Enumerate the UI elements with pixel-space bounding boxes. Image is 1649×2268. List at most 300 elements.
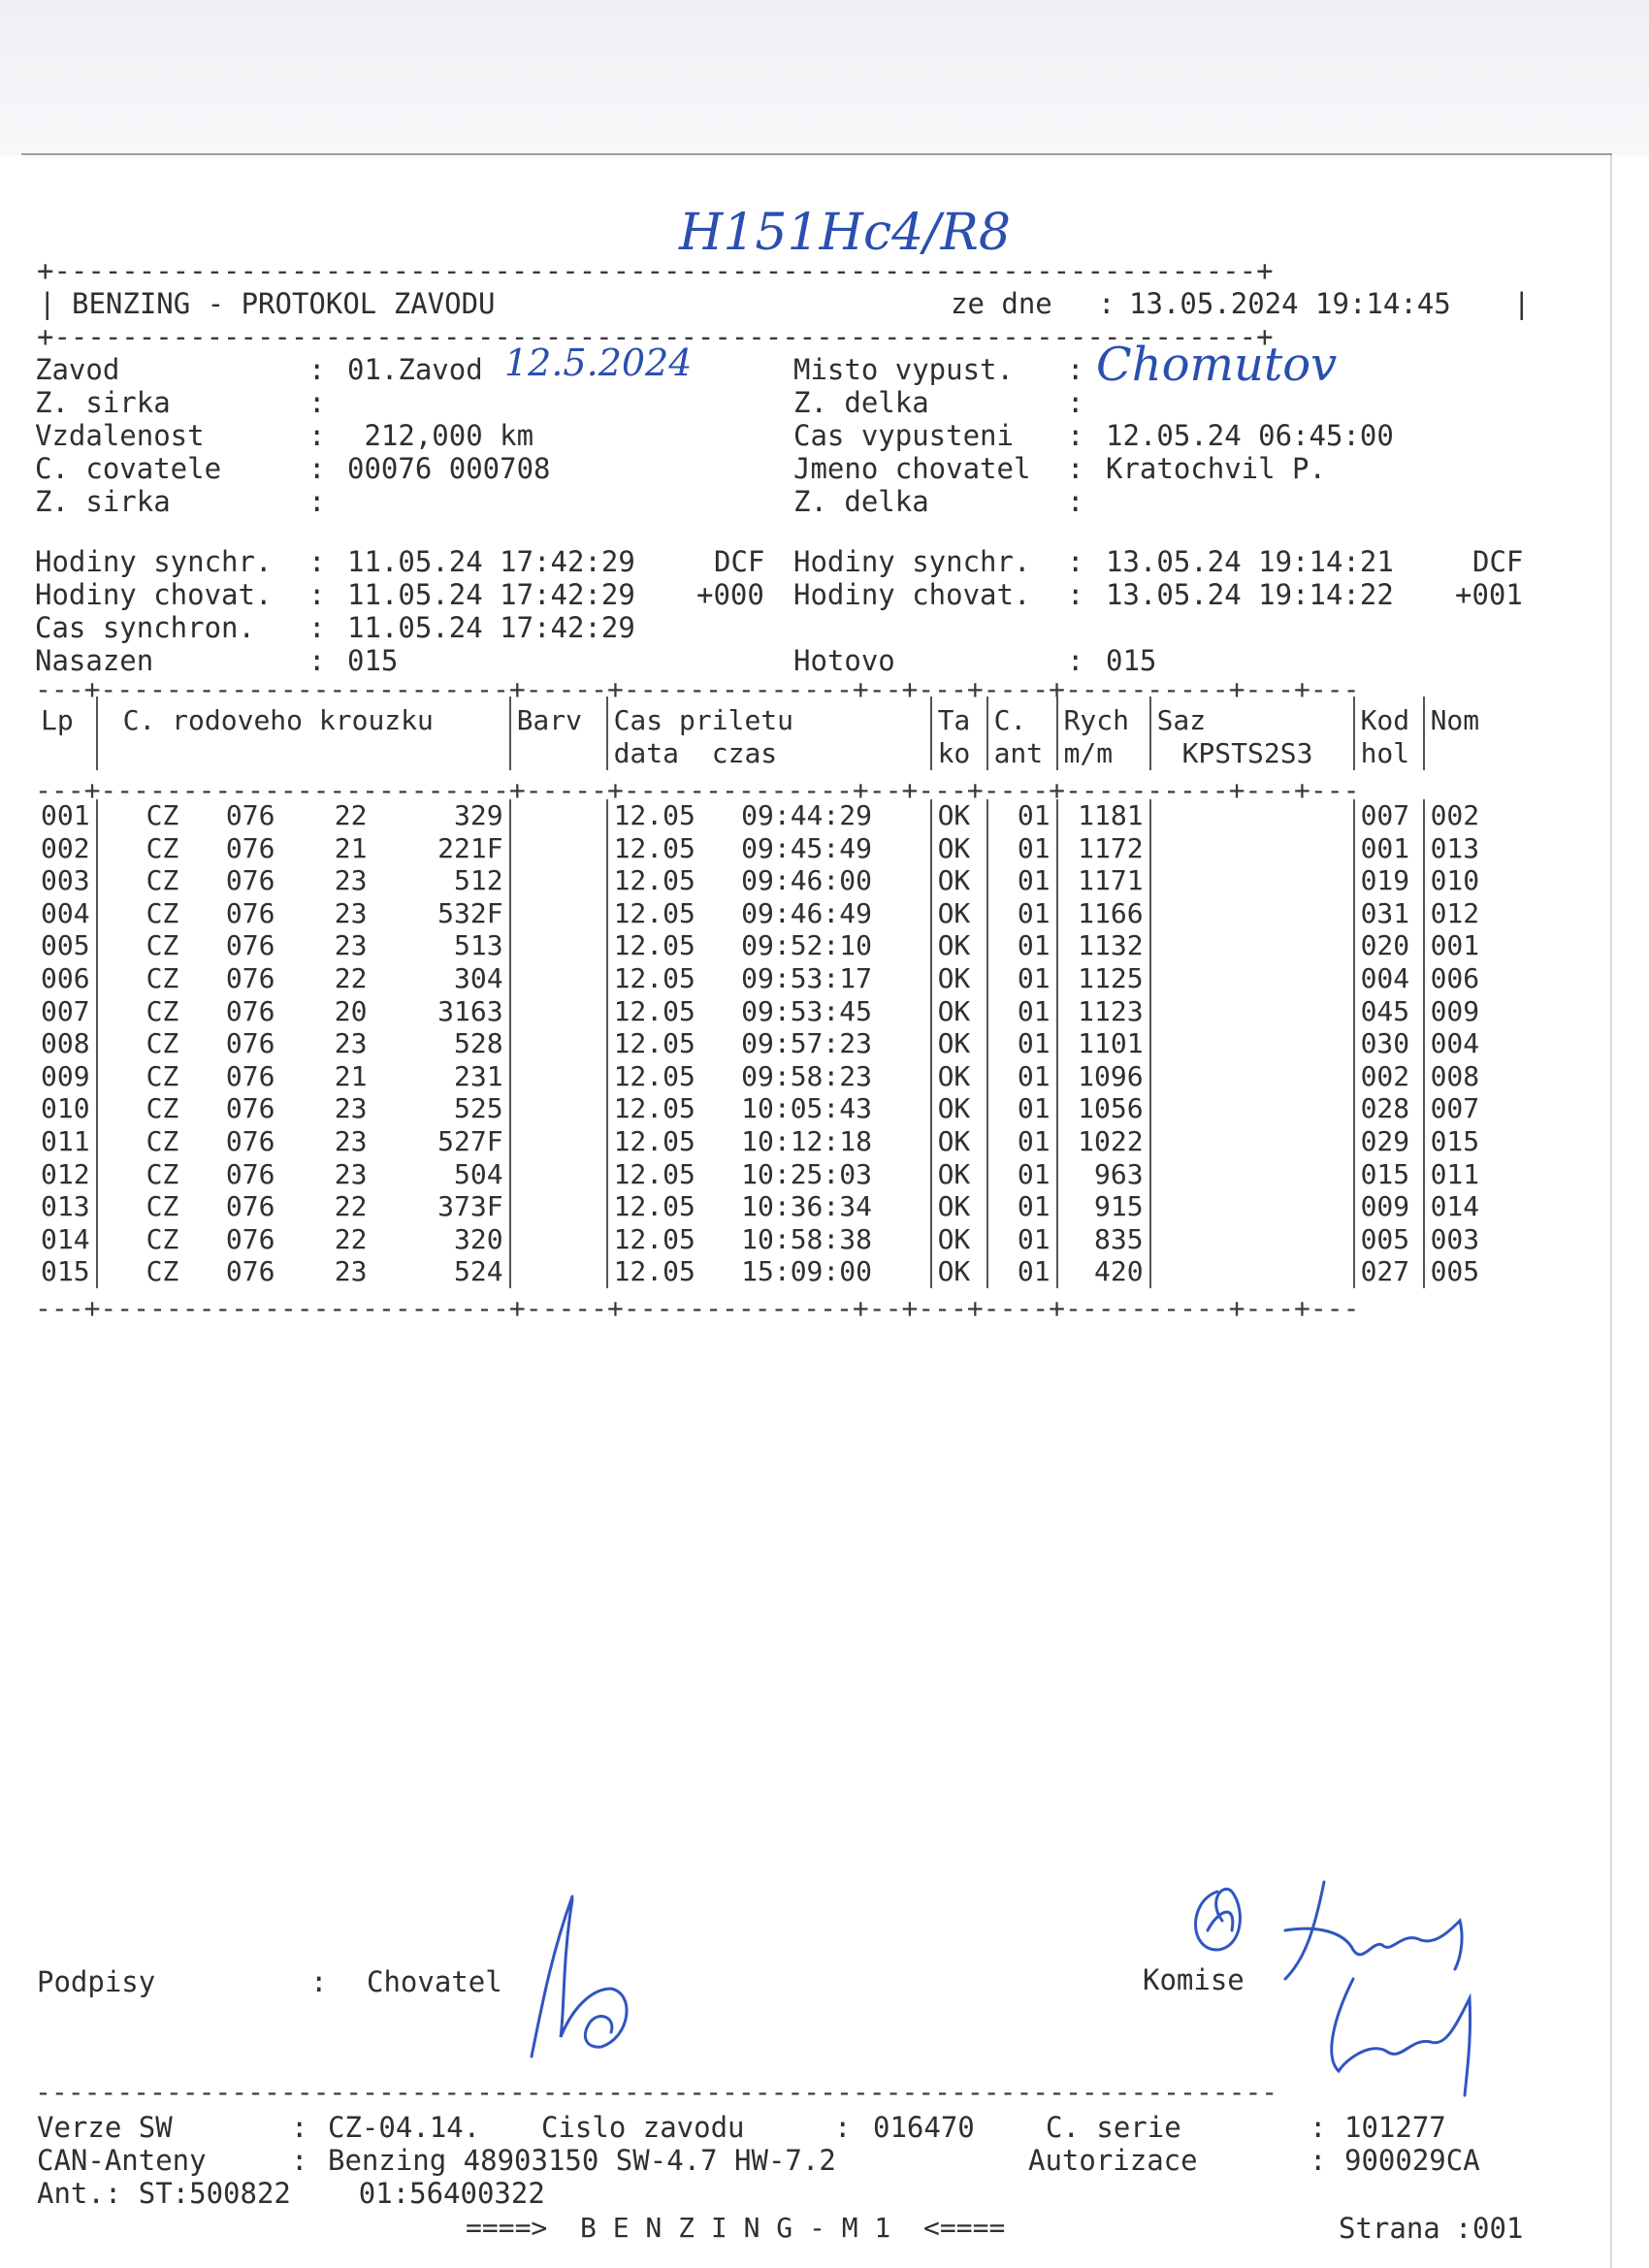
cell-lp: 012 bbox=[41, 1157, 90, 1190]
info-colon: : bbox=[308, 452, 326, 485]
info-label: Z. delka bbox=[793, 485, 929, 518]
cell-year: 23 bbox=[334, 1157, 368, 1190]
sync-label: Hodiny chovat. bbox=[35, 578, 273, 611]
benzing-banner: ====> B E N Z I N G - M 1 <==== bbox=[466, 2212, 1006, 2244]
cell-pigeon-code: 027 bbox=[1354, 1255, 1424, 1288]
cell-arrival-time: 15:09:00 bbox=[741, 1255, 872, 1288]
can-antenna-label: CAN-Anteny bbox=[37, 2144, 207, 2177]
cell-year: 22 bbox=[334, 1190, 368, 1223]
cell-lp: 005 bbox=[41, 929, 90, 962]
cell-arrival-time: 10:12:18 bbox=[741, 1124, 872, 1157]
table-row bbox=[35, 1190, 1493, 1223]
footer-rule: ---------------------------------------------------------------------------- bbox=[35, 2076, 1278, 2108]
cell-year: 22 bbox=[334, 799, 368, 831]
cell-status: OK bbox=[931, 995, 987, 1028]
cell-lp: 007 bbox=[41, 994, 90, 1027]
col-header-barv: Barv bbox=[510, 697, 607, 770]
cell-nom: 004 bbox=[1424, 1027, 1493, 1060]
cell-status: OK bbox=[931, 1125, 987, 1158]
cell-bet bbox=[1150, 1125, 1354, 1158]
cell-org: 076 bbox=[225, 994, 275, 1027]
cell-status: OK bbox=[931, 864, 987, 897]
cell-country: CZ bbox=[97, 1060, 220, 1093]
cell-speed: 1123 bbox=[1057, 995, 1150, 1028]
cell-arrival-date: 12.05 bbox=[607, 1158, 736, 1191]
table-row bbox=[35, 1125, 1493, 1158]
col-header-ring bbox=[97, 697, 510, 770]
cell-nom: 009 bbox=[1424, 995, 1493, 1028]
cell-speed: 1181 bbox=[1057, 799, 1150, 832]
footer-colon: : bbox=[291, 2111, 308, 2144]
sync-suffix: DCF bbox=[1472, 545, 1524, 578]
cell-pigeon-code: 029 bbox=[1354, 1125, 1424, 1158]
cell-bet bbox=[1150, 1223, 1354, 1256]
commission-signature-scribble bbox=[1179, 1872, 1489, 2105]
cell-bet bbox=[1150, 1027, 1354, 1060]
table-row bbox=[35, 1092, 1493, 1125]
info-colon: : bbox=[1067, 386, 1084, 419]
cell-antenna: 01 bbox=[987, 1158, 1057, 1191]
info-label: Misto vypust. bbox=[793, 353, 1014, 386]
cell-ring-number: 3163 bbox=[437, 994, 503, 1027]
protocol-title: BENZING - PROTOKOL ZAVODU bbox=[72, 287, 496, 320]
cell-status: OK bbox=[931, 1060, 987, 1093]
cell-ring-number: 304 bbox=[454, 961, 503, 994]
cell-status: OK bbox=[931, 897, 987, 930]
cell-bet bbox=[1150, 897, 1354, 930]
cell-arrival-time: 09:44:29 bbox=[741, 799, 872, 831]
cell-pigeon-code: 001 bbox=[1354, 832, 1424, 865]
table-row bbox=[35, 962, 1493, 995]
sync-value: 11.05.24 17:42:29 bbox=[347, 611, 635, 644]
cell-arrival-date: 12.05 bbox=[607, 799, 736, 832]
cell-speed: 1172 bbox=[1057, 832, 1150, 865]
header-bottom-rule: +-----------------------------------------------------------------------+ bbox=[37, 320, 1274, 353]
cell-year: 23 bbox=[334, 1027, 368, 1060]
cell-arrival-date: 12.05 bbox=[607, 1190, 736, 1223]
sync-label: Hotovo bbox=[793, 644, 895, 677]
table-row bbox=[35, 897, 1493, 930]
cell-color bbox=[510, 799, 607, 832]
sync-label: Hodiny chovat. bbox=[793, 578, 1031, 611]
col-header-bet-l1: Saz bbox=[1156, 704, 1207, 736]
cell-country: CZ bbox=[97, 995, 220, 1028]
cell-country: CZ bbox=[97, 1190, 220, 1223]
cell-lp: 006 bbox=[41, 961, 90, 994]
sync-colon: : bbox=[308, 611, 326, 644]
cell-bet bbox=[1150, 1060, 1354, 1093]
cell-nom: 008 bbox=[1424, 1060, 1493, 1093]
table-header-rule: ---+-------------------------+-----+--------------+--+---+----+----------+---+--- bbox=[35, 774, 1360, 806]
cell-color bbox=[510, 995, 607, 1028]
cell-status: OK bbox=[931, 832, 987, 865]
sync-label: Hodiny synchr. bbox=[35, 545, 273, 578]
cell-pigeon-code: 009 bbox=[1354, 1190, 1424, 1223]
cell-org: 076 bbox=[225, 961, 275, 994]
cell-ring-number: 512 bbox=[454, 864, 503, 897]
table-row bbox=[35, 1027, 1493, 1060]
info-colon: : bbox=[1067, 353, 1084, 386]
cell-pigeon-code: 045 bbox=[1354, 995, 1424, 1028]
cell-arrival-date: 12.05 bbox=[607, 929, 736, 962]
sync-colon: : bbox=[1067, 578, 1084, 611]
cell-status: OK bbox=[931, 962, 987, 995]
info-colon: : bbox=[308, 485, 326, 518]
handwritten-race-date: 12.5.2024 bbox=[504, 341, 693, 384]
cell-antenna: 01 bbox=[987, 929, 1057, 962]
cell-arrival-time: 10:05:43 bbox=[741, 1092, 872, 1125]
cell-org: 076 bbox=[225, 1124, 275, 1157]
cell-antenna: 01 bbox=[987, 1092, 1057, 1125]
cell-status: OK bbox=[931, 929, 987, 962]
footer-colon: : bbox=[1310, 2144, 1327, 2177]
sync-colon: : bbox=[308, 545, 326, 578]
cell-arrival-date: 12.05 bbox=[607, 1125, 736, 1158]
cell-country: CZ bbox=[97, 1158, 220, 1191]
col-header-bet-l2: KPSTS2S3 bbox=[1181, 737, 1313, 769]
cell-country: CZ bbox=[97, 1027, 220, 1060]
cell-nom: 002 bbox=[1424, 799, 1493, 832]
table-row bbox=[35, 832, 1493, 865]
cell-ring-number: 532F bbox=[437, 896, 503, 929]
cell-status: OK bbox=[931, 1190, 987, 1223]
cell-lp: 008 bbox=[41, 1027, 90, 1060]
cell-bet bbox=[1150, 929, 1354, 962]
table-row bbox=[35, 1060, 1493, 1093]
cell-status: OK bbox=[931, 799, 987, 832]
col-header-time-l1: Cas priletu bbox=[613, 704, 794, 736]
cell-org: 076 bbox=[225, 1059, 275, 1092]
sw-version-value: CZ-04.14. bbox=[328, 2111, 481, 2144]
cell-antenna: 01 bbox=[987, 832, 1057, 865]
info-label: Zavod bbox=[35, 353, 120, 386]
cell-org: 076 bbox=[225, 1092, 275, 1125]
col-header-pigeon-code-l1: Kod bbox=[1360, 704, 1410, 736]
protocol-date: 13.05.2024 19:14:45 bbox=[1129, 287, 1451, 320]
cell-year: 23 bbox=[334, 896, 368, 929]
cell-org: 076 bbox=[225, 799, 275, 831]
cell-color bbox=[510, 1223, 607, 1256]
cell-speed: 1166 bbox=[1057, 897, 1150, 930]
sync-value: 11.05.24 17:42:29 bbox=[347, 578, 635, 611]
cell-antenna: 01 bbox=[987, 962, 1057, 995]
info-colon: : bbox=[308, 386, 326, 419]
cell-color bbox=[510, 1092, 607, 1125]
breeder-signature-scribble bbox=[514, 1892, 650, 2066]
info-colon: : bbox=[308, 353, 326, 386]
info-label: Jmeno chovatel bbox=[793, 452, 1031, 485]
col-header-tako bbox=[931, 697, 987, 770]
cell-antenna: 01 bbox=[987, 1255, 1057, 1288]
header-left-bar: | bbox=[39, 287, 56, 320]
col-header-speed bbox=[1057, 697, 1150, 770]
col-header-pigeon-code-l2: hol bbox=[1360, 737, 1410, 769]
cell-country: CZ bbox=[97, 1255, 220, 1288]
signatures-label: Podpisy bbox=[37, 1965, 156, 1998]
table-header-spacer bbox=[35, 770, 1493, 799]
sync-label: Hodiny synchr. bbox=[793, 545, 1031, 578]
cell-org: 076 bbox=[225, 864, 275, 897]
info-colon: : bbox=[1067, 419, 1084, 452]
cell-ring-number: 527F bbox=[437, 1124, 503, 1157]
cell-speed: 1096 bbox=[1057, 1060, 1150, 1093]
col-header-antenna-l2: ant bbox=[993, 737, 1044, 769]
cell-arrival-time: 09:53:17 bbox=[741, 961, 872, 994]
cell-pigeon-code: 007 bbox=[1354, 799, 1424, 832]
sync-colon: : bbox=[1067, 644, 1084, 677]
page-label: Strana bbox=[1339, 2212, 1440, 2245]
cell-color bbox=[510, 1060, 607, 1093]
cell-arrival-date: 12.05 bbox=[607, 864, 736, 897]
breeder-name: Kratochvil P. bbox=[1106, 452, 1326, 485]
cell-lp: 003 bbox=[41, 864, 90, 897]
cell-country: CZ bbox=[97, 799, 220, 832]
sync-value: 13.05.24 19:14:21 bbox=[1106, 545, 1394, 578]
cell-color bbox=[510, 864, 607, 897]
cell-arrival-date: 12.05 bbox=[607, 1027, 736, 1060]
cell-arrival-date: 12.05 bbox=[607, 1255, 736, 1288]
cell-bet bbox=[1150, 1092, 1354, 1125]
cell-nom: 014 bbox=[1424, 1190, 1493, 1223]
cell-ring-number: 231 bbox=[454, 1059, 503, 1092]
cell-pigeon-code: 028 bbox=[1354, 1092, 1424, 1125]
cell-lp: 001 bbox=[41, 799, 90, 831]
sync-label: Cas synchron. bbox=[35, 611, 255, 644]
cell-nom: 006 bbox=[1424, 962, 1493, 995]
cell-antenna: 01 bbox=[987, 995, 1057, 1028]
cell-pigeon-code: 019 bbox=[1354, 864, 1424, 897]
cell-lp: 011 bbox=[41, 1124, 90, 1157]
cell-org: 076 bbox=[225, 1027, 275, 1060]
table-header-row bbox=[35, 697, 1493, 770]
sync-colon: : bbox=[308, 644, 326, 677]
sync-suffix: DCF bbox=[714, 545, 765, 578]
cell-arrival-time: 10:25:03 bbox=[741, 1157, 872, 1190]
cell-status: OK bbox=[931, 1255, 987, 1288]
birds-finished: 015 bbox=[1106, 644, 1157, 677]
cell-pigeon-code: 031 bbox=[1354, 897, 1424, 930]
cell-country: CZ bbox=[97, 864, 220, 897]
cell-org: 076 bbox=[225, 1190, 275, 1223]
cell-org: 076 bbox=[225, 1255, 275, 1288]
cell-country: CZ bbox=[97, 1092, 220, 1125]
cell-status: OK bbox=[931, 1223, 987, 1256]
cell-color bbox=[510, 1125, 607, 1158]
cell-color bbox=[510, 1027, 607, 1060]
serial-value: 101277 bbox=[1344, 2111, 1446, 2144]
cell-nom: 011 bbox=[1424, 1158, 1493, 1191]
cell-year: 23 bbox=[334, 1092, 368, 1125]
table-bottom-rule: ---+-------------------------+-----+--------------+--+---+----+----------+---+--- bbox=[35, 1292, 1360, 1324]
col-header-ring-label: C. rodoveho krouzku bbox=[122, 704, 434, 736]
cell-arrival-time: 09:46:00 bbox=[741, 864, 872, 897]
col-header-antenna-l1: C. bbox=[993, 704, 1027, 736]
cell-pigeon-code: 005 bbox=[1354, 1223, 1424, 1256]
sw-version-label: Verze SW bbox=[37, 2111, 173, 2144]
breeder-signature-label: Chovatel bbox=[367, 1965, 502, 1998]
col-header-time-l2: data czas bbox=[613, 737, 778, 769]
page-number: 001 bbox=[1472, 2212, 1524, 2245]
cell-antenna: 01 bbox=[987, 897, 1057, 930]
date-colon: : bbox=[1098, 287, 1116, 320]
cell-arrival-time: 09:58:23 bbox=[741, 1059, 872, 1092]
serial-label: C. serie bbox=[1046, 2111, 1181, 2144]
footer-colon: : bbox=[834, 2111, 852, 2144]
distance-value: 212,000 km bbox=[347, 419, 534, 452]
table-row bbox=[35, 864, 1493, 897]
cell-arrival-time: 09:57:23 bbox=[741, 1027, 872, 1060]
info-label: C. covatele bbox=[35, 452, 222, 485]
cell-bet bbox=[1150, 799, 1354, 832]
cell-color bbox=[510, 1255, 607, 1288]
cell-country: CZ bbox=[97, 832, 220, 865]
cell-ring-number: 320 bbox=[454, 1222, 503, 1255]
cell-nom: 015 bbox=[1424, 1125, 1493, 1158]
cell-arrival-time: 09:52:10 bbox=[741, 929, 872, 962]
sync-colon: : bbox=[308, 578, 326, 611]
cell-speed: 1125 bbox=[1057, 962, 1150, 995]
cell-year: 23 bbox=[334, 1124, 368, 1157]
col-header-time bbox=[607, 697, 931, 770]
table-row bbox=[35, 1158, 1493, 1191]
cell-pigeon-code: 002 bbox=[1354, 1060, 1424, 1093]
cell-year: 21 bbox=[334, 1059, 368, 1092]
authorization-label: Autorizace bbox=[1028, 2144, 1198, 2177]
spacer-cell bbox=[35, 770, 1493, 799]
cell-lp: 014 bbox=[41, 1222, 90, 1255]
cell-color bbox=[510, 1158, 607, 1191]
cell-ring-number: 504 bbox=[454, 1157, 503, 1190]
col-header-speed-l2: m/m bbox=[1063, 737, 1114, 769]
cell-antenna: 01 bbox=[987, 1125, 1057, 1158]
cell-status: OK bbox=[931, 1092, 987, 1125]
race-name: 01.Zavod bbox=[347, 353, 483, 386]
race-number-value: 016470 bbox=[873, 2111, 975, 2144]
release-time: 12.05.24 06:45:00 bbox=[1106, 419, 1394, 452]
col-header-antenna bbox=[987, 697, 1057, 770]
cell-speed: 1101 bbox=[1057, 1027, 1150, 1060]
cell-speed: 963 bbox=[1057, 1158, 1150, 1191]
cell-lp: 004 bbox=[41, 896, 90, 929]
sync-colon: : bbox=[1067, 545, 1084, 578]
cell-lp: 009 bbox=[41, 1059, 90, 1092]
cell-bet bbox=[1150, 864, 1354, 897]
cell-arrival-date: 12.05 bbox=[607, 897, 736, 930]
cell-org: 076 bbox=[225, 1157, 275, 1190]
cell-lp: 013 bbox=[41, 1190, 90, 1223]
race-number-label: Cislo zavodu bbox=[541, 2111, 745, 2144]
cell-org: 076 bbox=[225, 831, 275, 864]
cell-nom: 012 bbox=[1424, 897, 1493, 930]
cell-speed: 420 bbox=[1057, 1255, 1150, 1288]
handwritten-reference: H151Hc4/R8 bbox=[679, 204, 1011, 262]
cell-nom: 001 bbox=[1424, 929, 1493, 962]
cell-arrival-date: 12.05 bbox=[607, 962, 736, 995]
col-header-speed-l1: Rych bbox=[1063, 704, 1130, 736]
antenna-line: Ant.: ST:500822 01:56400322 bbox=[37, 2177, 545, 2210]
cell-ring-number: 221F bbox=[437, 831, 503, 864]
info-label: Vzdalenost bbox=[35, 419, 205, 452]
can-antenna-value: Benzing 48903150 SW-4.7 HW-7.2 bbox=[328, 2144, 836, 2177]
cell-arrival-time: 09:46:49 bbox=[741, 896, 872, 929]
info-label: Z. sirka bbox=[35, 386, 171, 419]
handwritten-release-place: Chomutov bbox=[1096, 338, 1338, 392]
date-label: ze dne bbox=[951, 287, 1052, 320]
cell-antenna: 01 bbox=[987, 1060, 1057, 1093]
cell-bet bbox=[1150, 1255, 1354, 1288]
cell-pigeon-code: 015 bbox=[1354, 1158, 1424, 1191]
cell-org: 076 bbox=[225, 1222, 275, 1255]
cell-speed: 1171 bbox=[1057, 864, 1150, 897]
cell-pigeon-code: 004 bbox=[1354, 962, 1424, 995]
cell-arrival-date: 12.05 bbox=[607, 995, 736, 1028]
breeder-number: 00076 000708 bbox=[347, 452, 551, 485]
cell-color bbox=[510, 897, 607, 930]
cell-nom: 003 bbox=[1424, 1223, 1493, 1256]
cell-bet bbox=[1150, 962, 1354, 995]
info-label: Cas vypusteni bbox=[793, 419, 1014, 452]
cell-bet bbox=[1150, 995, 1354, 1028]
cell-country: CZ bbox=[97, 962, 220, 995]
cell-arrival-time: 10:58:38 bbox=[741, 1222, 872, 1255]
col-header-bet bbox=[1150, 697, 1354, 770]
col-header-lp: Lp bbox=[41, 704, 74, 736]
cell-year: 23 bbox=[334, 1255, 368, 1288]
cell-arrival-time: 09:53:45 bbox=[741, 994, 872, 1027]
cell-color bbox=[510, 832, 607, 865]
col-header-tako-l1: Ta bbox=[937, 704, 971, 736]
cell-arrival-time: 09:45:49 bbox=[741, 831, 872, 864]
cell-bet bbox=[1150, 1158, 1354, 1191]
cell-ring-number: 373F bbox=[437, 1190, 503, 1223]
cell-speed: 915 bbox=[1057, 1190, 1150, 1223]
info-label: Z. delka bbox=[793, 386, 929, 419]
cell-pigeon-code: 020 bbox=[1354, 929, 1424, 962]
header-top-rule: +-----------------------------------------------------------------------+ bbox=[37, 254, 1274, 287]
cell-country: CZ bbox=[97, 1223, 220, 1256]
table-row bbox=[35, 1223, 1493, 1256]
cell-speed: 835 bbox=[1057, 1223, 1150, 1256]
cell-lp: 015 bbox=[41, 1255, 90, 1288]
table-row bbox=[35, 1255, 1493, 1288]
cell-year: 23 bbox=[334, 864, 368, 897]
cell-bet bbox=[1150, 832, 1354, 865]
cell-ring-number: 528 bbox=[454, 1027, 503, 1060]
cell-arrival-date: 12.05 bbox=[607, 1223, 736, 1256]
cell-country: CZ bbox=[97, 897, 220, 930]
cell-color bbox=[510, 1190, 607, 1223]
cell-arrival-time: 10:36:34 bbox=[741, 1190, 872, 1223]
sync-value: 13.05.24 19:14:22 bbox=[1106, 578, 1394, 611]
cell-nom: 007 bbox=[1424, 1092, 1493, 1125]
cell-country: CZ bbox=[97, 1125, 220, 1158]
cell-arrival-date: 12.05 bbox=[607, 1060, 736, 1093]
sync-value: 11.05.24 17:42:29 bbox=[347, 545, 635, 578]
results-table bbox=[35, 697, 1493, 1288]
cell-pigeon-code: 030 bbox=[1354, 1027, 1424, 1060]
signatures-colon: : bbox=[310, 1965, 328, 1998]
cell-year: 21 bbox=[334, 831, 368, 864]
footer-colon: : bbox=[1310, 2111, 1327, 2144]
cell-antenna: 01 bbox=[987, 864, 1057, 897]
cell-antenna: 01 bbox=[987, 1223, 1057, 1256]
cell-org: 076 bbox=[225, 896, 275, 929]
cell-year: 22 bbox=[334, 961, 368, 994]
sync-suffix: +001 bbox=[1455, 578, 1523, 611]
authorization-value: 900029CA bbox=[1344, 2144, 1480, 2177]
cell-ring-number: 524 bbox=[454, 1255, 503, 1288]
cell-nom: 005 bbox=[1424, 1255, 1493, 1288]
